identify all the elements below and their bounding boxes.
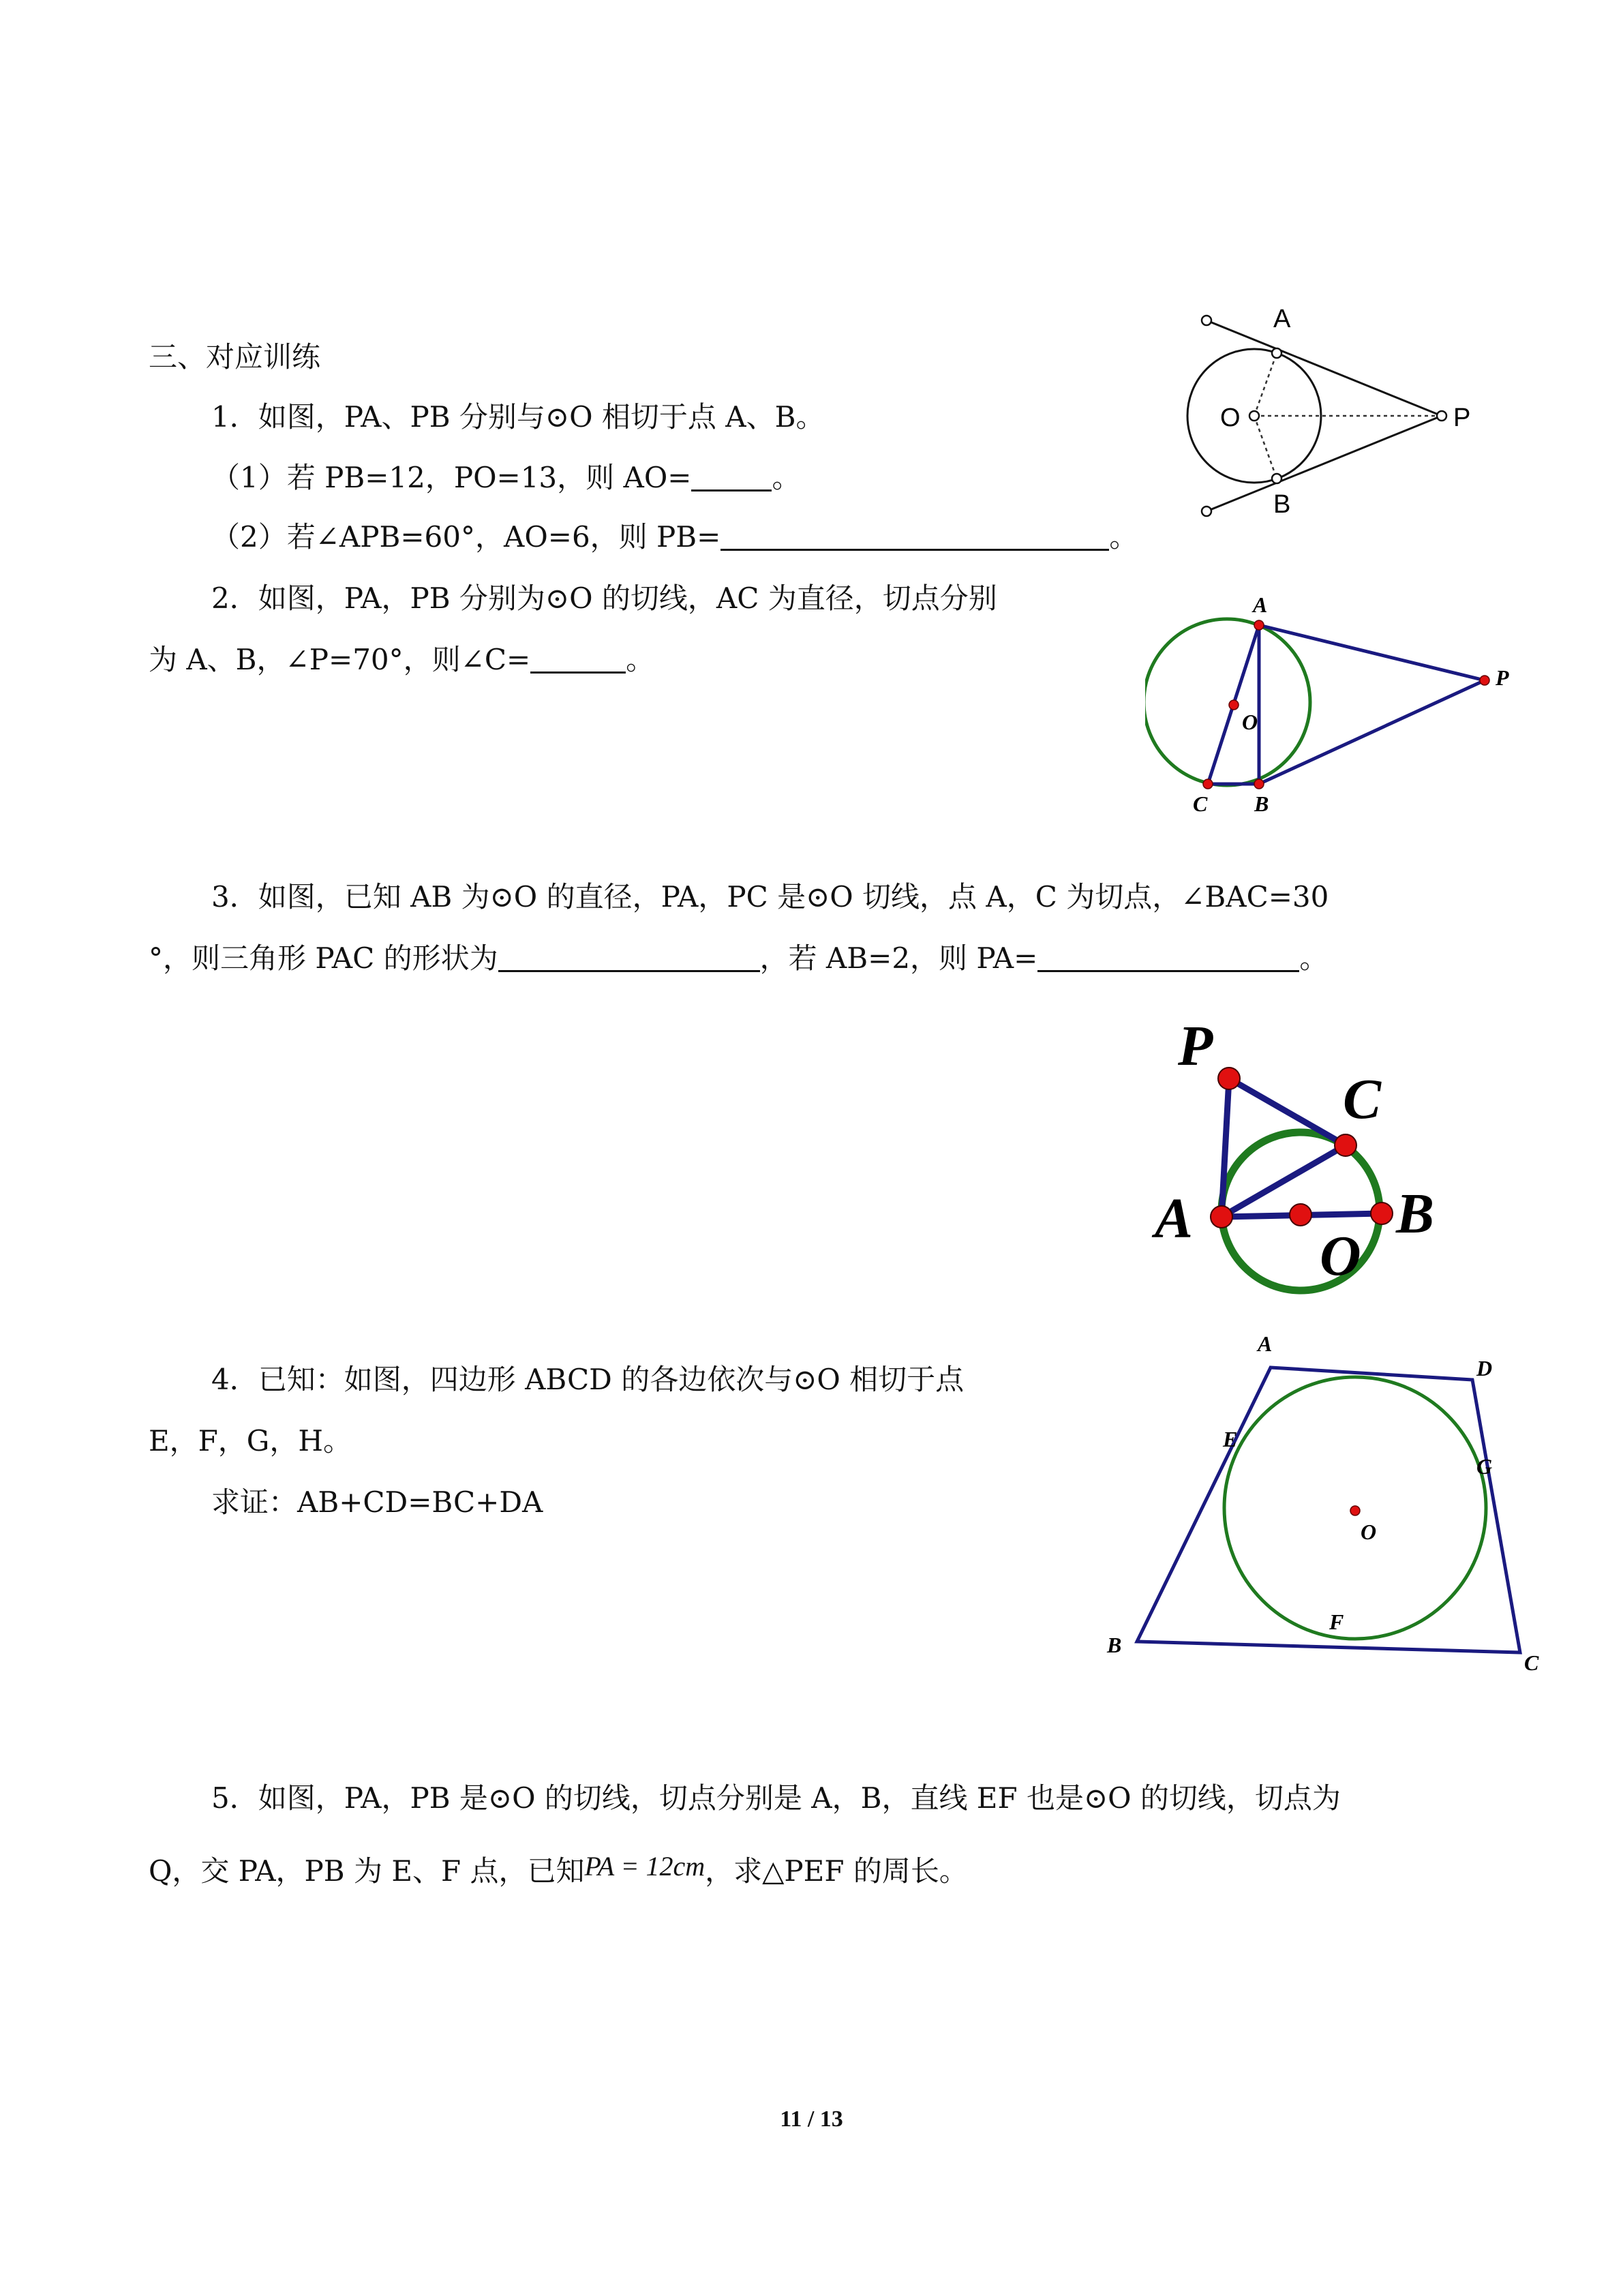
label-e: E	[1223, 1427, 1238, 1451]
q4-line2: E，F，G，H。	[149, 1424, 352, 1457]
endpoint-marker	[1202, 507, 1211, 516]
label-f: F	[1329, 1610, 1344, 1634]
q3-blank-pa	[1037, 943, 1299, 972]
point-c	[1203, 779, 1213, 789]
label-d: D	[1476, 1356, 1493, 1380]
q2-line2-text: 为 A、B，∠P=70°，则∠C=	[149, 643, 531, 676]
q2-blank	[530, 644, 626, 674]
figure-q1	[1186, 300, 1500, 532]
q1-part1-text: （1）若 PB=12，PO=13，则 AO=	[211, 461, 692, 494]
figure-q3	[1145, 1002, 1500, 1302]
label-o: O	[1361, 1520, 1377, 1544]
label-a: A	[1155, 1187, 1194, 1250]
tangent-line-pb	[1207, 416, 1442, 511]
q4-line3: 求证：AB+CD=BC+DA	[211, 1485, 543, 1519]
point-c	[1335, 1134, 1356, 1156]
point-a	[1254, 620, 1264, 630]
point-b	[1272, 474, 1281, 483]
label-g: G	[1476, 1454, 1493, 1479]
radius-ob	[1254, 416, 1277, 479]
q5-line2-end: ，求△PEF 的周长。	[705, 1854, 968, 1888]
segment-pa	[1222, 1078, 1229, 1217]
endpoint-marker	[1202, 316, 1211, 325]
q1-stem: 1．如图，PA、PB 分别与⊙O 相切于点 A、B。	[211, 400, 825, 434]
label-c: C	[1524, 1650, 1539, 1675]
label-p: P	[1496, 665, 1509, 690]
q5-formula: PA = 12cm	[584, 1851, 706, 1882]
point-p	[1218, 1068, 1240, 1089]
point-o	[1290, 1204, 1311, 1226]
point-a	[1211, 1206, 1232, 1228]
q3-line2-end: 。	[1299, 941, 1329, 975]
label-c: C	[1343, 1068, 1382, 1131]
label-o: O	[1220, 404, 1241, 432]
q3-line1: 3．如图，已知 AB 为⊙O 的直径，PA，PC 是⊙O 切线，点 A，C 为切点，∠BAC=30	[211, 880, 1329, 913]
point-p	[1480, 676, 1489, 685]
q5-line2	[149, 1849, 968, 1889]
label-o: O	[1320, 1224, 1361, 1288]
figure-q4	[1091, 1323, 1554, 1691]
label-a: A	[1253, 592, 1268, 617]
q1-part2	[211, 519, 1138, 555]
tangent-line-pa	[1207, 320, 1442, 416]
point-o	[1249, 411, 1259, 421]
label-p: P	[1453, 404, 1471, 432]
q2-line2-end: 。	[626, 643, 655, 676]
point-o	[1350, 1506, 1360, 1515]
quadrilateral-abcd	[1137, 1368, 1520, 1652]
label-b: B	[1273, 490, 1291, 519]
tangent-pb	[1259, 680, 1485, 784]
q3-line2-mid: ，若 AB=2，则 PA=	[759, 941, 1038, 975]
label-b: B	[1396, 1182, 1435, 1245]
q1-part1-blank	[691, 462, 772, 492]
q2-line2	[149, 642, 654, 678]
q5-line2-text: Q，交 PA，PB 为 E、F 点，已知	[149, 1854, 585, 1888]
q1-part1-end: 。	[772, 461, 801, 494]
radius-oa	[1254, 353, 1277, 416]
q5-line1: 5．如图，PA，PB 是⊙O 的切线，切点分别是 A，B，直线 EF 也是⊙O 的切线，切点为	[211, 1781, 1341, 1815]
figure-q2	[1145, 586, 1527, 832]
q1-part2-text: （2）若∠APB=60°，AO=6，则 PB=	[211, 520, 721, 554]
label-o: O	[1242, 710, 1258, 734]
q2-line1: 2．如图，PA，PB 分别为⊙O 的切线，AC 为直径，切点分别	[211, 581, 997, 615]
point-p	[1437, 411, 1446, 421]
label-b: B	[1107, 1633, 1122, 1657]
page-number: 11 / 13	[780, 2106, 843, 2132]
q3-line2	[149, 941, 1328, 976]
label-b: B	[1254, 791, 1269, 816]
point-b	[1254, 779, 1264, 789]
q3-blank-shape	[498, 943, 760, 972]
section-title: 三、对应训练	[149, 340, 321, 374]
circle-o	[1145, 619, 1310, 785]
point-a	[1272, 348, 1281, 358]
q1-part2-end: 。	[1109, 520, 1138, 554]
label-p: P	[1178, 1014, 1213, 1078]
label-c: C	[1193, 791, 1208, 816]
point-b	[1371, 1203, 1393, 1224]
label-a: A	[1273, 305, 1291, 333]
q3-line2-text: °，则三角形 PAC 的形状为	[149, 941, 498, 975]
q1-part2-blank	[721, 522, 1109, 551]
point-o	[1229, 700, 1239, 710]
q1-part1	[211, 460, 800, 496]
q4-line1: 4．已知：如图，四边形 ABCD 的各边依次与⊙O 相切于点	[211, 1363, 965, 1396]
label-a: A	[1258, 1331, 1273, 1356]
